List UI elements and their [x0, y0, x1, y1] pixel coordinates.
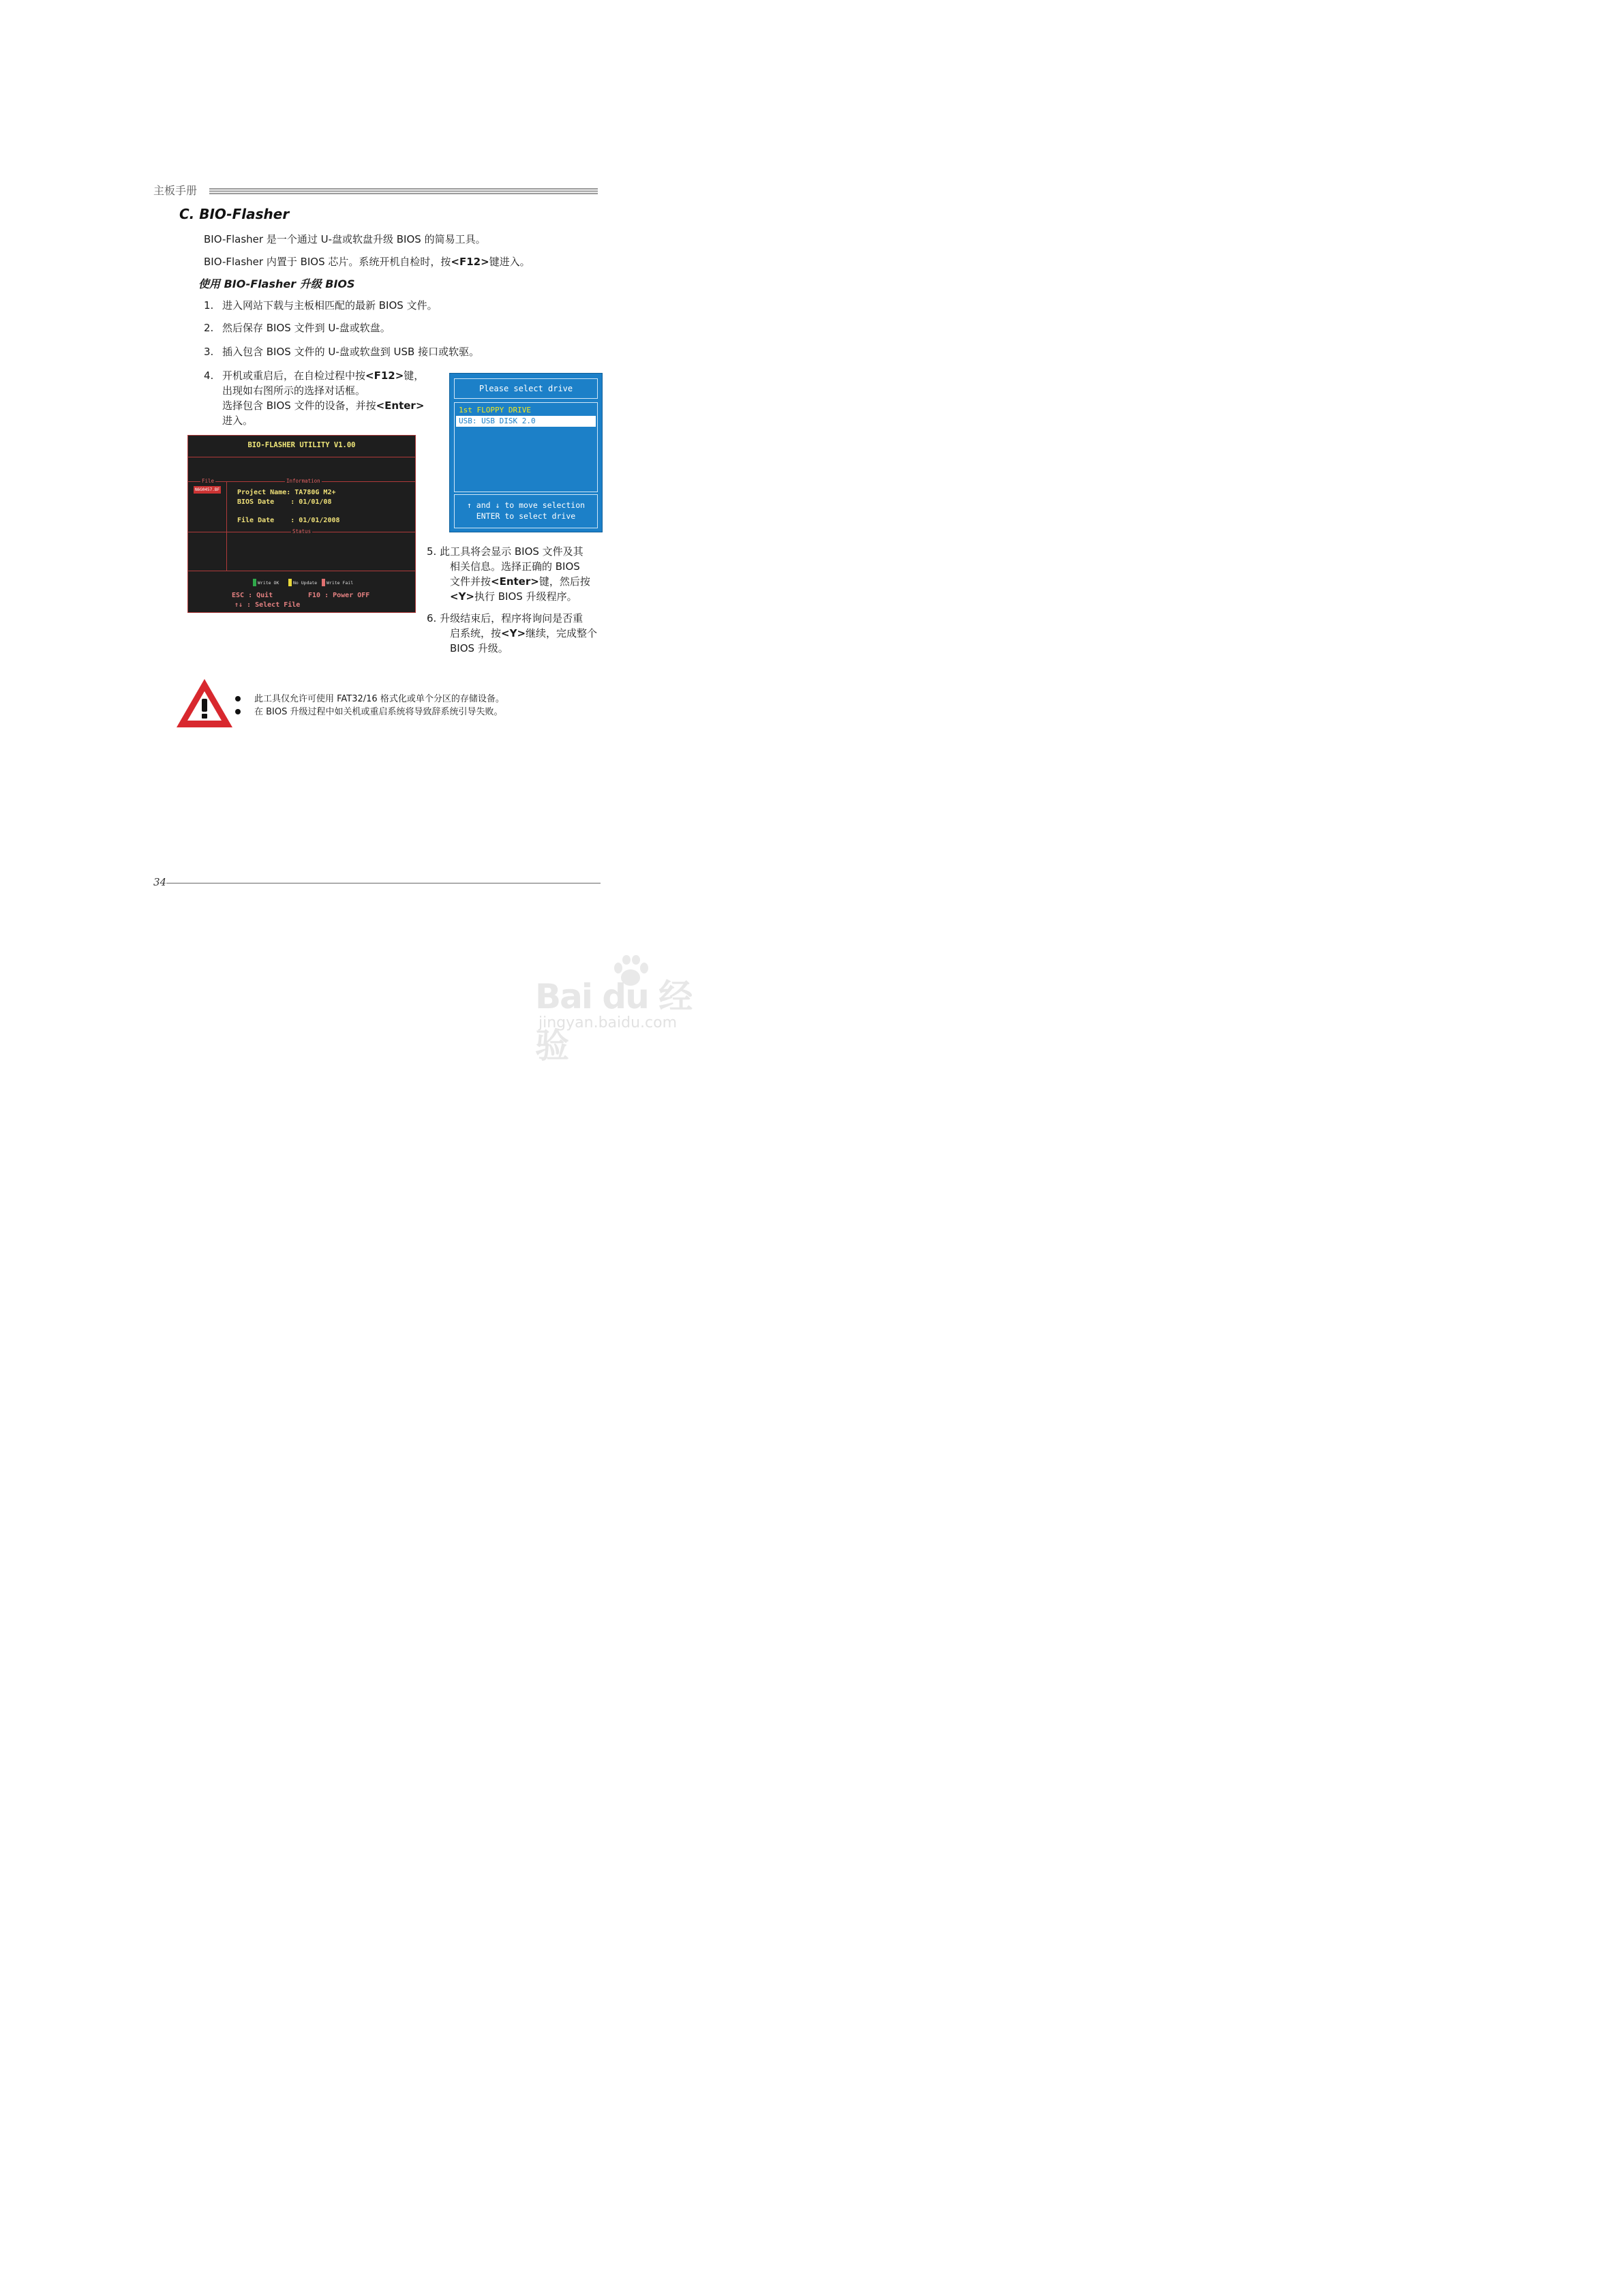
legend-write-fail-swatch [322, 579, 325, 586]
divider [226, 481, 227, 571]
step-text: 插入包含 BIOS 文件的 U-盘或软盘到 USB 接口或软驱。 [222, 346, 480, 358]
header-rule [209, 188, 598, 194]
enter-key: <Enter> [491, 575, 539, 588]
page-number: 34 [153, 876, 167, 888]
intro-text: BIO-Flasher 内置于 BIOS 芯片。系统开机自检时，按 [204, 256, 451, 268]
legend-write-ok: Write OK [258, 580, 279, 586]
step-5-line-2: 相关信息。选择正确的 BIOS [450, 560, 580, 573]
info-panel-label: Information [286, 478, 320, 484]
f12-key: <F12> [365, 369, 404, 382]
legend-no-update-swatch [288, 579, 292, 586]
section-title: C. BIO-Flasher [179, 206, 290, 222]
warning-text: 在 BIOS 升级过程中如关机或重启系统将导致辞系统引导失败。 [254, 707, 503, 717]
bullet-icon [235, 709, 241, 714]
step-text: 选择包含 BIOS 文件的设备，并按 [222, 399, 376, 412]
drive-select-dialog [449, 373, 603, 532]
step-number: 2. [204, 322, 214, 334]
y-key: <Y> [501, 627, 526, 639]
step-number: 4. [204, 369, 214, 382]
step-4-line-3 [222, 398, 424, 413]
step-4-line-2: 出现如右图所示的选择对话框。 [222, 384, 366, 397]
step-text: 启系统，按 [450, 627, 502, 639]
running-header: 主板手册 [153, 184, 198, 197]
step-6 [427, 611, 597, 656]
legend-write-ok-swatch [253, 579, 256, 586]
step-5 [427, 544, 590, 604]
project-name: Project Name: TA780G M2+ [237, 489, 336, 496]
help-line-2: ENTER to select drive [476, 511, 576, 521]
legend-no-update: No Update [293, 580, 318, 586]
step-text: 开机或重启后，在自检过程中按 [222, 369, 366, 382]
step-text: 进入网站下载与主板相匹配的最新 BIOS 文件。 [222, 299, 438, 312]
step-text: 键，然后按 [539, 575, 590, 588]
warning-text: 此工具仅允许可使用 FAT32/16 格式化或单个分区的存储设备。 [254, 694, 504, 704]
utility-title: BIO-FLASHER UTILITY V1.00 [247, 441, 356, 449]
dialog-help [454, 494, 598, 528]
file-date: File Date : 01/01/2008 [237, 517, 340, 524]
step-text: 升级结束后，程序将询问是否重 [440, 612, 583, 624]
subsection-title: 使用 BIO-Flasher 升级 BIOS [198, 277, 355, 290]
legend-write-fail: Write Fail [327, 580, 354, 586]
step-number: 3. [204, 346, 214, 358]
intro-line-1: BIO-Flasher 是一个通过 U-盘或软盘升级 BIOS 的简易工具。 [204, 233, 486, 245]
f12-key: <F12> [451, 256, 489, 268]
intro-line-2 [204, 254, 530, 269]
baidu-watermark [535, 954, 719, 1066]
step-4-line-1 [222, 368, 424, 383]
step-6-line-2 [427, 626, 597, 641]
help-line-1: ↑ and ↓ to move selection [466, 500, 586, 510]
step-text: 文件并按 [450, 575, 491, 588]
bio-flasher-screen [187, 435, 416, 613]
step-5-line-3 [427, 574, 590, 589]
key-hint-select: ↑↓ : Select File [234, 601, 301, 609]
status-panel-label: Status [292, 528, 312, 534]
step-text: 然后保存 BIOS 文件到 U-盘或软盘。 [222, 322, 391, 334]
step-number: 1. [204, 299, 214, 312]
enter-key: <Enter> [376, 399, 425, 412]
step-text: 此工具将会显示 BIOS 文件及其 [440, 545, 583, 558]
bullet-icon [235, 696, 241, 701]
bios-date: BIOS Date : 01/01/08 [237, 498, 332, 506]
warning-icon [175, 677, 234, 730]
drive-option-usb[interactable]: USB: USB DISK 2.0 [456, 416, 596, 427]
step-4-line-4: 进入。 [222, 414, 254, 427]
step-6-line-1 [427, 611, 597, 626]
drive-list [454, 402, 598, 492]
key-hint-esc: ESC : Quit [232, 592, 273, 599]
warning-item-2 [235, 704, 503, 717]
step-text: 键， [404, 369, 425, 382]
file-panel-label: File [202, 478, 215, 484]
step-text: 执行 BIOS 升级程序。 [474, 590, 577, 603]
watermark-url: jingyan.baidu.com [539, 1014, 678, 1031]
warning-item-1 [235, 691, 504, 704]
bios-file-entry[interactable]: N6G0457.BF [194, 487, 220, 492]
step-5-line-1 [427, 544, 590, 559]
y-key: <Y> [450, 590, 474, 603]
step-number: 6. [427, 612, 437, 624]
step-5-line-4 [427, 589, 590, 604]
intro-text-end: 键进入。 [489, 256, 530, 268]
step-text: 继续，完成整个 [526, 627, 598, 639]
key-hint-f10: F10 : Power OFF [308, 592, 370, 599]
drive-option-floppy[interactable]: 1st FLOPPY DRIVE [459, 406, 531, 414]
dialog-title: Please select drive [454, 378, 598, 399]
step-6-line-3: BIOS 升级。 [450, 642, 509, 654]
watermark-brand: Bai du 经验 [535, 977, 692, 1066]
step-number: 5. [427, 545, 437, 558]
